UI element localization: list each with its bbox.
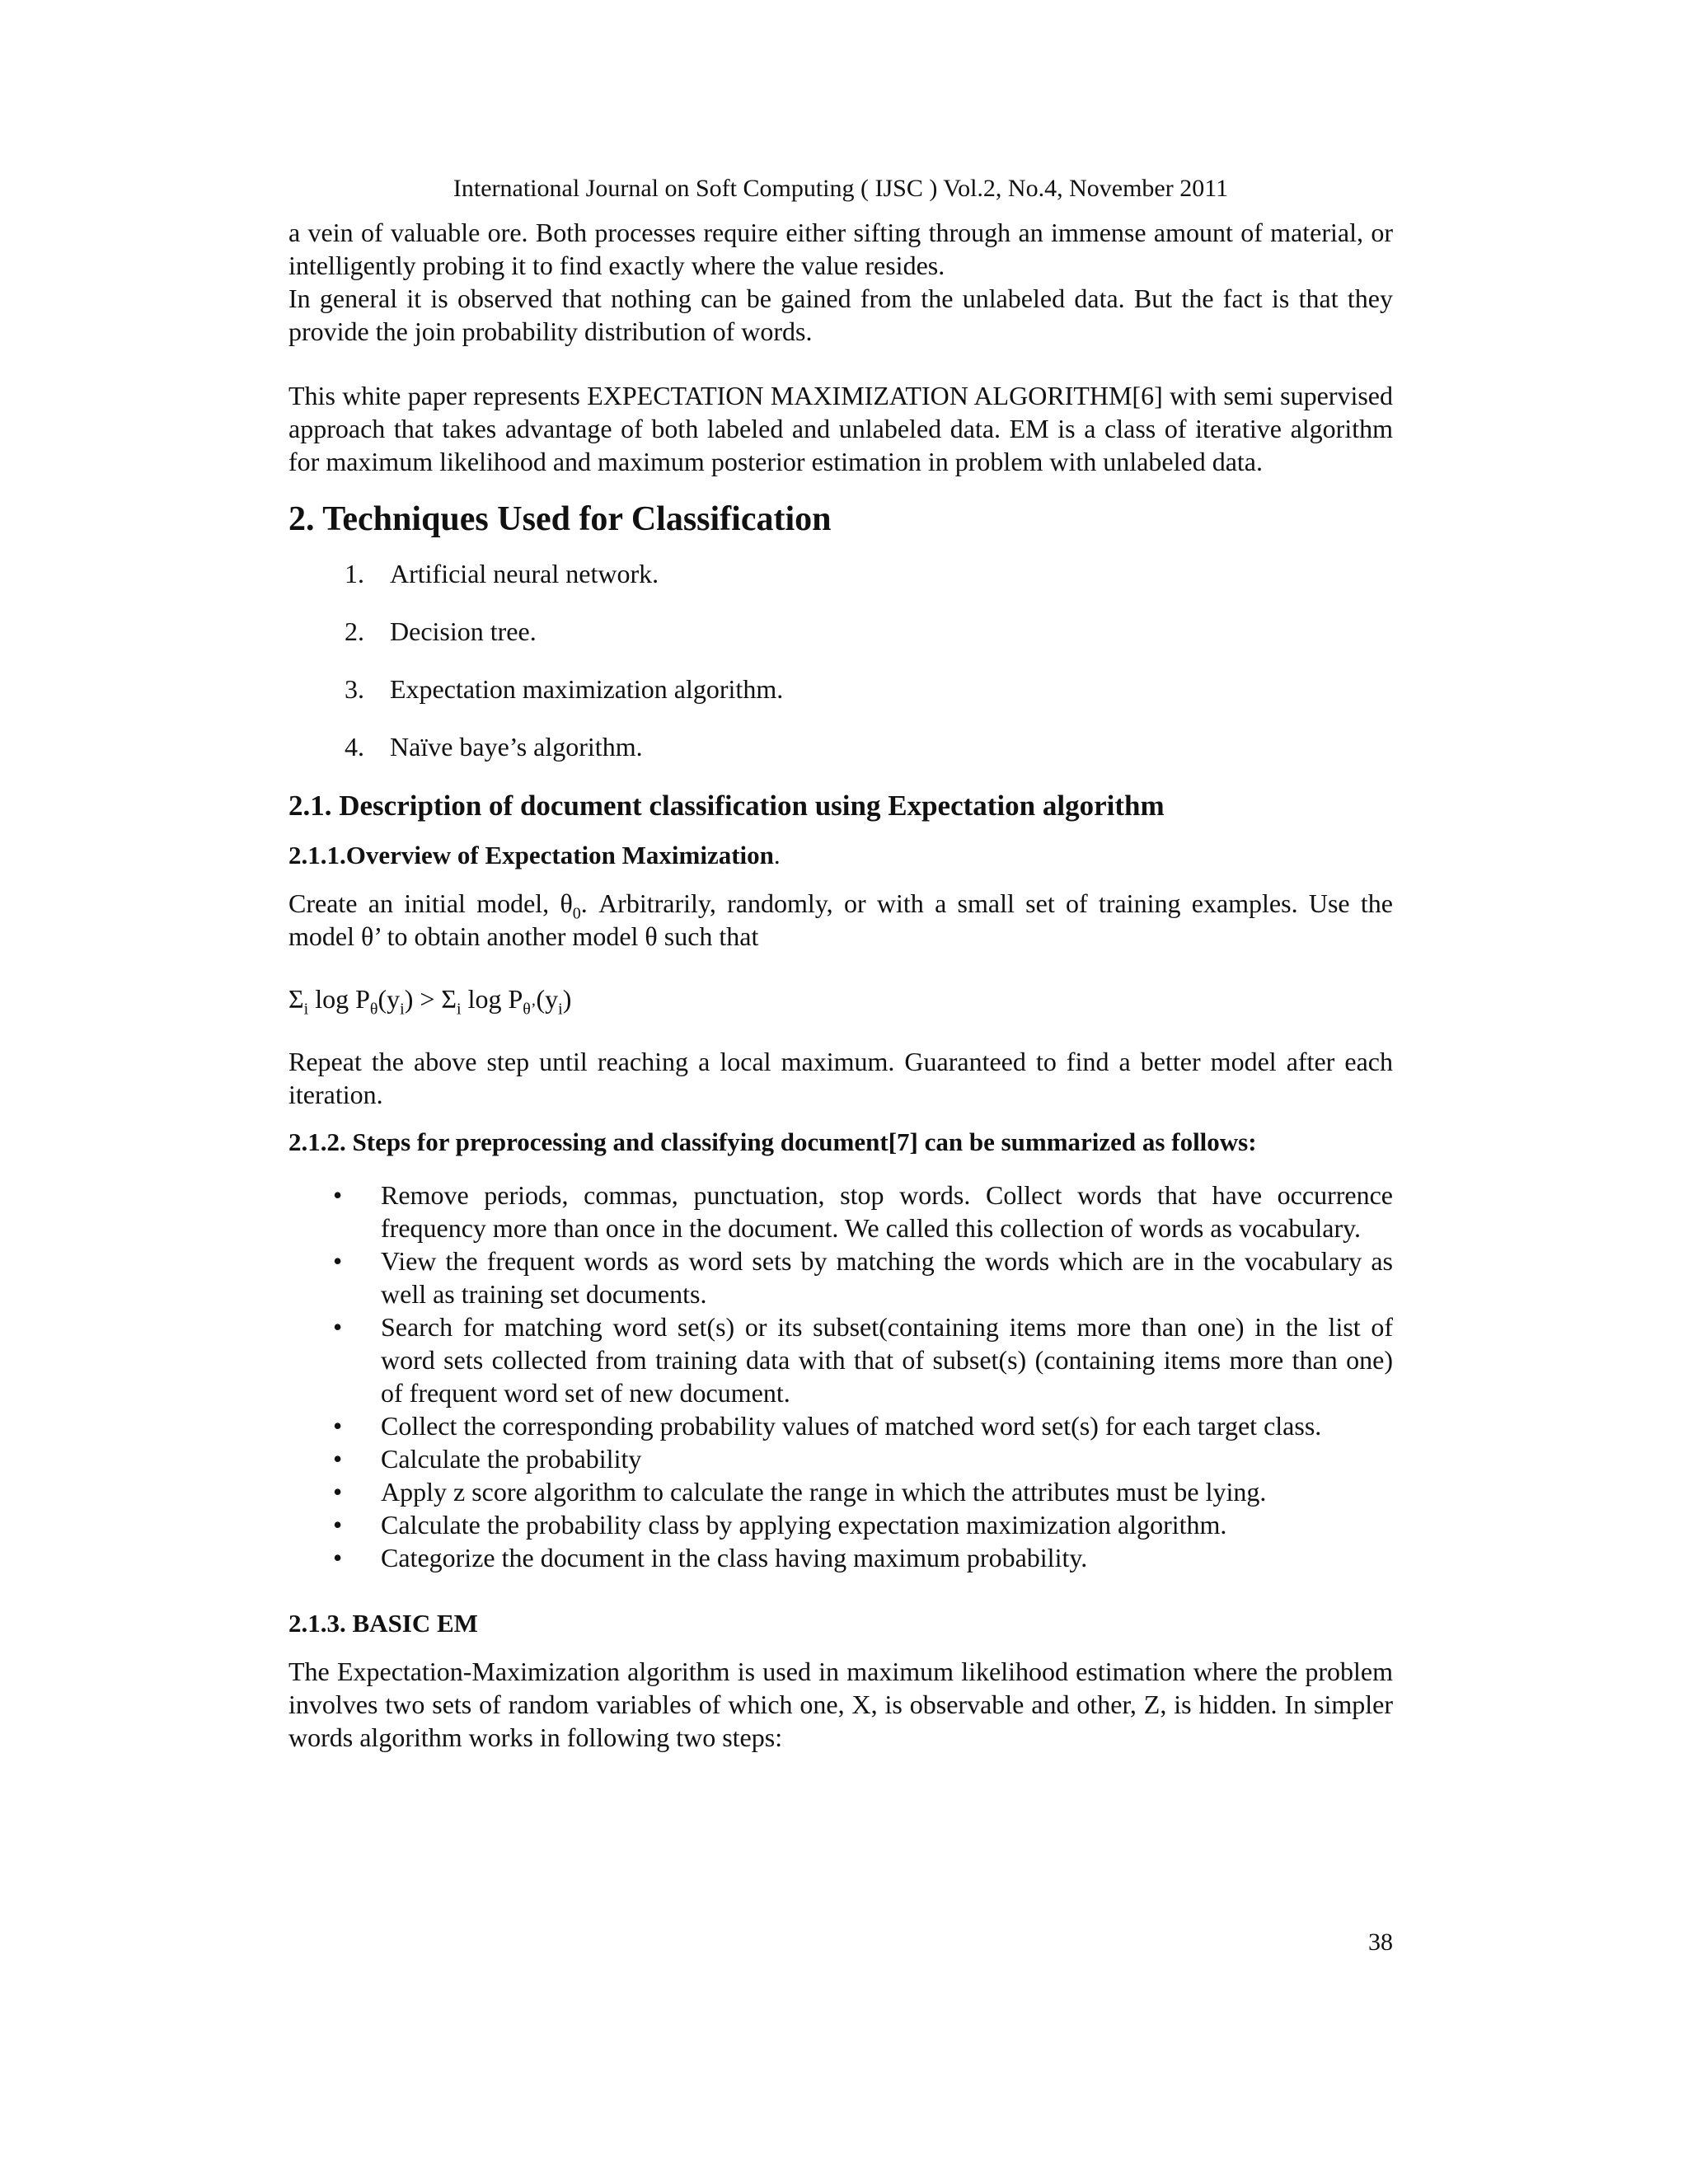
list-number: 2. (345, 616, 364, 646)
formula-log: log P (308, 984, 370, 1014)
formula-y: (y (377, 984, 401, 1014)
formula-log: log P (461, 984, 523, 1014)
bullet-icon: • (333, 1477, 343, 1507)
list-text: Remove periods, commas, punctuation, stop words. Collect words that have occurrence frequency more than once in the document. We called this collection of words as vocabulary. (381, 1180, 1393, 1243)
list-item (288, 1508, 1393, 1541)
formula-sigma: Σ (288, 984, 304, 1014)
bullet-icon: • (333, 1246, 343, 1276)
list-text: Collect the corresponding probability values of matched word set(s) for each target class. (381, 1411, 1322, 1441)
list-text: Naïve baye’s algorithm. (390, 732, 643, 762)
bullet-icon: • (333, 1444, 343, 1474)
list-text: View the frequent words as word sets by matching the words which are in the vocabulary as well as training set documents. (381, 1246, 1393, 1309)
list-number: 4. (345, 732, 364, 762)
formula-mid: ) > Σ (404, 984, 457, 1014)
bullet-icon: • (333, 1180, 343, 1210)
overview-text-b: . Arbitrarily, randomly, or with a small set of training examples. Use the model θ’ to obtain another model θ such that (288, 888, 1394, 951)
list-text: Search for matching word set(s) or its subset(containing items more than one) in the list of word sets collected from training data with that of subset(s) (containing items more than one) of frequent word set of new document. (381, 1312, 1393, 1408)
journal-header: International Journal on Soft Computing ( IJSC ) Vol.2, No.4, November 2011 (452, 175, 1229, 202)
basic-em-paragraph: The Expectation-Maximization algorithm is used in maximum likelihood estimation where the problem involves two sets of random variables of which one, X, is observable and other, Z, is hidden. In simpler words algorithm works in following two steps: (288, 1657, 1393, 1752)
list-text: Expectation maximization algorithm. (390, 674, 784, 704)
intro-paragraph-2: In general it is observed that nothing can be gained from the unlabeled data. But the fact is that they provide the join probability distribution of words. (288, 284, 1393, 346)
section-2-1-1-heading (288, 839, 1393, 872)
section-2-1-1-trail: . (773, 841, 781, 869)
formula-sub: i (400, 1000, 405, 1019)
list-number: 1. (345, 559, 364, 588)
section-2-1-3-heading: 2.1.3. BASIC EM (288, 1609, 478, 1638)
intro-paragraph-3: This white paper represents EXPECTATION MAXIMIZATION ALGORITHM[6] with semi supervised approach that takes advantage of both labeled and unlabeled data. EM is a class of iterative algorithm for maximum likelihood and maximum posterior estimation in problem with unlabeled data. (288, 381, 1393, 476)
list-item (288, 1475, 1393, 1508)
list-item (288, 1541, 1393, 1574)
section-2-1-2-heading: 2.1.2. Steps for preprocessing and classifying document[7] can be summarized as follows: (288, 1127, 1257, 1156)
bullet-icon: • (333, 1510, 343, 1540)
list-item (345, 557, 1393, 590)
list-item (345, 673, 1393, 705)
list-item (288, 1310, 1393, 1409)
list-text: Apply z score algorithm to calculate the range in which the attributes must be lying. (381, 1477, 1267, 1507)
techniques-list (288, 557, 1393, 763)
bullet-icon: • (333, 1543, 343, 1572)
list-item (288, 1244, 1393, 1310)
page-content (288, 216, 1393, 1754)
list-number: 3. (345, 674, 364, 704)
section-2-heading: 2. Techniques Used for Classification (288, 500, 832, 538)
formula-sub: θ’ (523, 1000, 537, 1019)
list-text: Artificial neural network. (390, 559, 659, 588)
list-item (345, 730, 1393, 763)
bullet-icon: • (333, 1312, 343, 1342)
overview-text-a: Create an initial model, θ (288, 888, 573, 918)
formula-sub: i (457, 1000, 462, 1019)
theta-subscript: 0 (572, 904, 581, 923)
list-item (288, 1409, 1393, 1442)
bullet-icon: • (333, 1411, 343, 1441)
page-number: 38 (1368, 1929, 1393, 1956)
formula-y: (y (536, 984, 559, 1014)
formula-sub: i (303, 1000, 309, 1019)
formula-sub: θ (369, 1000, 378, 1019)
list-item (288, 1179, 1393, 1244)
list-text: Calculate the probability class by applying expectation maximization algorithm. (381, 1510, 1227, 1540)
list-item (288, 1442, 1393, 1475)
section-2-1-heading: 2.1. Description of document classification using Expectation algorithm (288, 790, 1165, 822)
list-item (345, 615, 1393, 648)
steps-list (288, 1179, 1393, 1574)
likelihood-formula (288, 982, 1393, 1019)
formula-sub: i (558, 1000, 563, 1019)
formula-end: ) (562, 984, 572, 1014)
section-2-1-1-title: 2.1.1.Overview of Expectation Maximization (288, 841, 774, 869)
list-text: Calculate the probability (381, 1444, 642, 1474)
list-text: Categorize the document in the class having maximum probability. (381, 1543, 1088, 1572)
list-text: Decision tree. (390, 616, 537, 646)
overview-paragraph-2: Repeat the above step until reaching a local maximum. Guaranteed to find a better model after each iteration. (288, 1047, 1393, 1109)
overview-paragraph-1 (288, 887, 1393, 953)
intro-paragraph-1: a vein of valuable ore. Both processes require either sifting through an immense amount of material, or intelligently probing it to find exactly where the value resides. (288, 218, 1393, 280)
